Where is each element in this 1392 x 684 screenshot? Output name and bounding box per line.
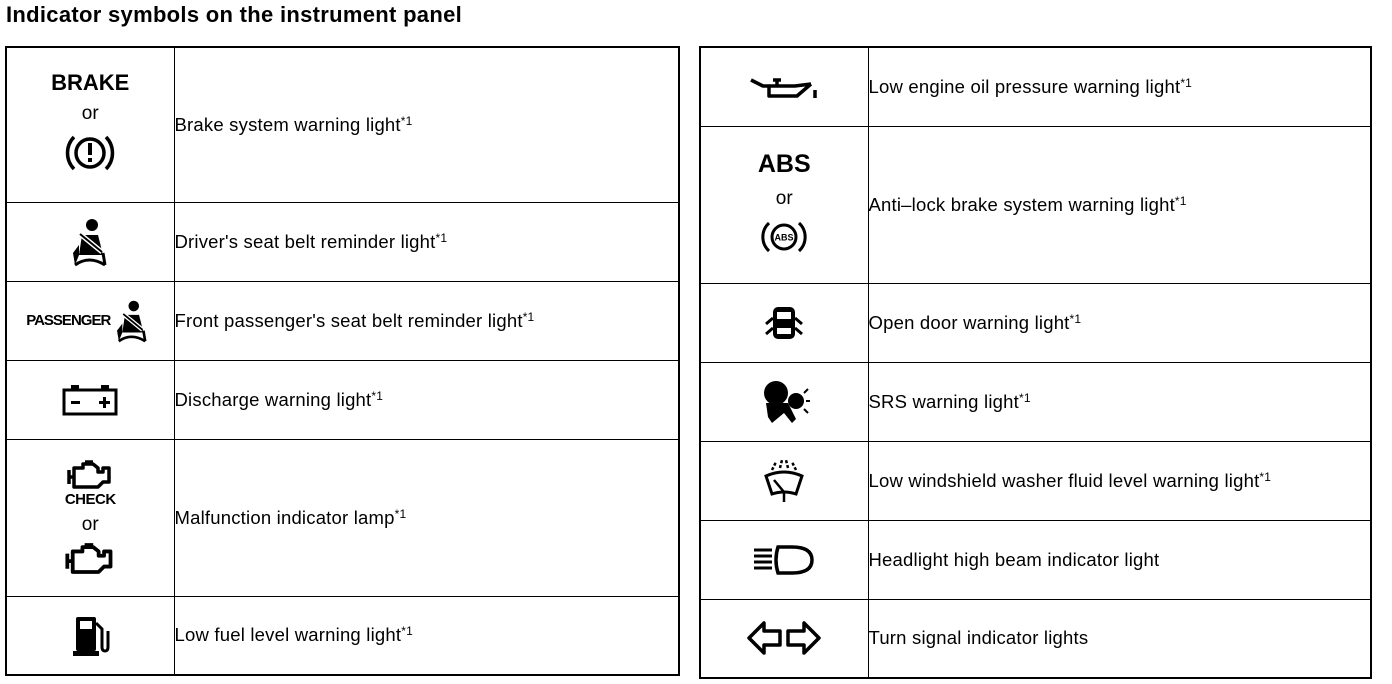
table-row (6, 281, 679, 360)
washer-fluid-icon (762, 458, 806, 504)
footnote-marker: *1 (1174, 193, 1187, 208)
description-cell (174, 439, 679, 596)
or-text: or (81, 103, 99, 125)
indicator-label: Turn signal indicator lights (868, 627, 1089, 649)
open-door-icon (763, 304, 805, 342)
or-text: or (775, 187, 793, 209)
table-row (6, 439, 679, 596)
footnote-marker: *1 (394, 506, 407, 521)
table-row (6, 596, 679, 675)
description-cell (868, 283, 1371, 362)
table-row (6, 47, 679, 202)
brake-warning-icon (62, 129, 118, 177)
indicator-label: Driver's seat belt reminder light (174, 230, 436, 252)
indicator-table-right (699, 46, 1372, 679)
fuel-pump-icon (70, 613, 110, 657)
symbol-cell (700, 126, 868, 283)
indicator-label: Brake system warning light (174, 113, 401, 135)
indicator-label: Headlight high beam indicator light (868, 548, 1160, 570)
symbol-cell (6, 596, 174, 675)
page-title: Indicator symbols on the instrument panel (6, 2, 463, 27)
footnote-marker: *1 (400, 113, 413, 128)
abs-word: ABS (757, 149, 811, 178)
description-cell (174, 281, 679, 360)
description-cell (174, 596, 679, 675)
footnote-marker: *1 (401, 624, 413, 639)
indicator-label: Anti–lock brake system warning light (868, 193, 1175, 215)
abs-icon-text: ABS (774, 232, 794, 242)
table-row (700, 362, 1371, 441)
engine-icon (65, 460, 115, 490)
table-row (700, 126, 1371, 283)
high-beam-icon (752, 544, 816, 576)
description-cell (868, 599, 1371, 678)
symbol-cell (6, 439, 174, 596)
seat-belt-icon (110, 298, 154, 344)
indicator-label: Low windshield washer fluid level warning light (868, 469, 1260, 491)
description-cell (868, 441, 1371, 520)
symbol-cell (6, 360, 174, 439)
table-row (6, 202, 679, 281)
indicator-label: Front passenger's seat belt reminder light (174, 309, 523, 331)
oil-can-icon (749, 72, 819, 102)
airbag-icon (758, 379, 810, 425)
table-row (6, 360, 679, 439)
symbol-cell (6, 202, 174, 281)
description-cell (868, 47, 1371, 126)
footnote-marker: *1 (1180, 75, 1193, 90)
indicator-label: Low fuel level warning light (174, 624, 402, 646)
description-cell (868, 362, 1371, 441)
symbol-cell (700, 599, 868, 678)
indicator-label: Malfunction indicator lamp (174, 506, 395, 528)
engine-icon (63, 542, 117, 576)
seat-belt-icon (65, 217, 115, 267)
abs-circle-icon (759, 216, 809, 258)
symbol-cell (700, 283, 868, 362)
battery-icon (61, 383, 119, 417)
table-row (700, 599, 1371, 678)
symbol-cell (6, 281, 174, 360)
passenger-symbol (7, 298, 174, 344)
indicator-label: Discharge warning light (174, 388, 372, 410)
table-row (700, 47, 1371, 126)
turn-signal-icon (746, 619, 822, 657)
table-row (700, 441, 1371, 520)
table-row (700, 520, 1371, 599)
symbol-cell (700, 47, 868, 126)
symbol-cell (6, 47, 174, 202)
description-cell (868, 126, 1371, 283)
indicator-label: Open door warning light (868, 311, 1070, 333)
table-row (700, 283, 1371, 362)
description-cell (174, 47, 679, 202)
footnote-marker: *1 (1069, 311, 1082, 326)
footnote-marker: *1 (1018, 390, 1031, 405)
footnote-marker: *1 (522, 309, 535, 324)
indicator-table-left (5, 46, 680, 676)
brake-word: BRAKE (51, 70, 130, 96)
passenger-word: PASSENGER (26, 312, 111, 329)
or-text: or (81, 513, 99, 535)
indicator-label: SRS warning light (868, 390, 1019, 412)
symbol-cell (700, 362, 868, 441)
description-cell (174, 360, 679, 439)
symbol-cell (700, 441, 868, 520)
check-word: CHECK (64, 490, 116, 508)
footnote-marker: *1 (371, 388, 384, 403)
footnote-marker: *1 (435, 230, 448, 245)
symbol-cell (700, 520, 868, 599)
indicator-label: Low engine oil pressure warning light (868, 75, 1181, 97)
description-cell (174, 202, 679, 281)
description-cell (868, 520, 1371, 599)
footnote-marker: *1 (1259, 469, 1272, 484)
